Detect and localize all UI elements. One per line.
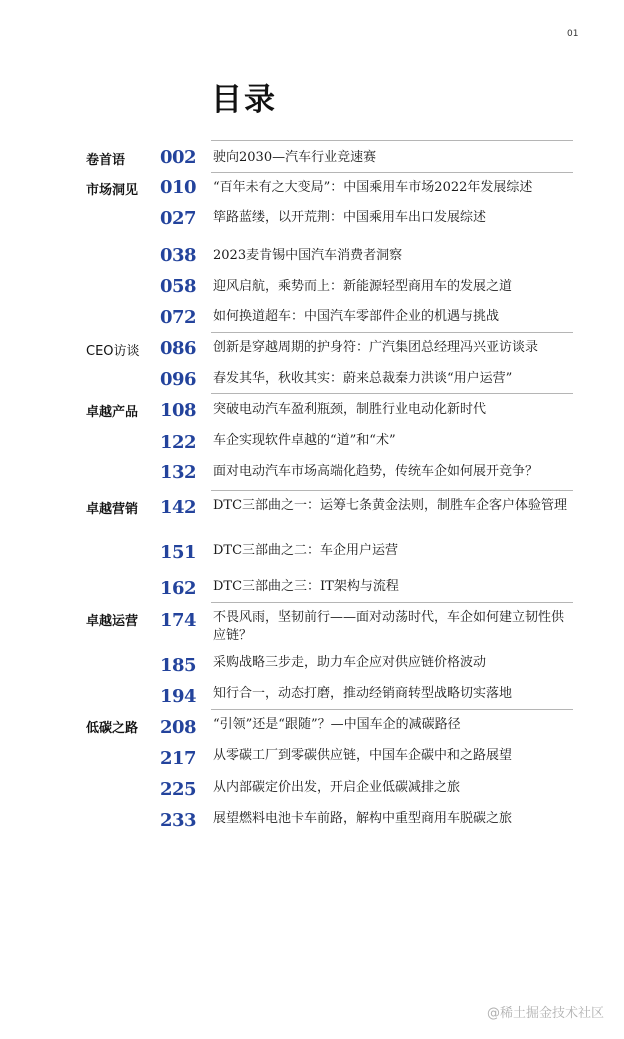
- toc-page-number[interactable]: 162: [160, 578, 197, 599]
- toc-entry-title[interactable]: 从内部碳定价出发，开启企业低碳减排之旅: [213, 780, 461, 795]
- toc-entry-title[interactable]: 不畏风雨，坚韧前行——面对动荡时代，车企如何建立韧性供应链？: [213, 610, 565, 643]
- toc-page-number[interactable]: 174: [160, 610, 197, 631]
- section-divider: [211, 490, 573, 491]
- toc-page-number[interactable]: 225: [160, 779, 197, 800]
- toc-page-number[interactable]: 151: [160, 542, 197, 563]
- page-number: 01: [567, 29, 579, 39]
- section-name: CEO访谈: [86, 344, 140, 359]
- toc-entry-title[interactable]: 车企实现软件卓越的“道”和“术”: [213, 433, 396, 448]
- toc-page-number[interactable]: 208: [160, 717, 197, 738]
- toc-entry-title[interactable]: “引领”还是“跟随”？—中国车企的减碳路径: [213, 717, 461, 732]
- toc-entry-title[interactable]: 展望燃料电池卡车前路，解构中重型商用车脱碳之旅: [213, 811, 513, 826]
- toc-page-number[interactable]: 132: [160, 462, 197, 483]
- toc-entry-title[interactable]: 如何换道超车：中国汽车零部件企业的机遇与挑战: [213, 309, 500, 324]
- toc-page-number[interactable]: 086: [160, 338, 197, 359]
- section-name: 卓越运营: [86, 614, 139, 629]
- watermark: @稀土掘金技术社区: [487, 1006, 605, 1021]
- toc-entry-title[interactable]: 面对电动汽车市场高端化趋势，传统车企如何展开竞争？: [213, 464, 539, 479]
- section-divider: [211, 393, 573, 394]
- toc-page-number[interactable]: 002: [160, 147, 197, 168]
- page-title: 目录: [211, 82, 277, 118]
- section-divider: [211, 172, 573, 173]
- toc-entry-title[interactable]: 春发其华，秋收其实：蔚来总裁秦力洪谈“用户运营”: [213, 371, 513, 386]
- toc-page-number[interactable]: 194: [160, 686, 197, 707]
- toc-entry-title[interactable]: 知行合一，动态打磨，推动经销商转型战略切实落地: [213, 686, 513, 701]
- toc-page-number[interactable]: 010: [160, 177, 197, 198]
- toc-entry-title[interactable]: DTC三部曲之一：运筹七条黄金法则，制胜车企客户体验管理: [213, 498, 568, 513]
- section-divider: [211, 709, 573, 710]
- toc-page-number[interactable]: 217: [160, 748, 197, 769]
- toc-page-number[interactable]: 027: [160, 208, 197, 229]
- toc-entry-title[interactable]: DTC三部曲之二：车企用户运营: [213, 543, 399, 558]
- section-divider: [211, 140, 573, 141]
- toc-entry-title[interactable]: “百年未有之大变局”：中国乘用车市场2022年发展综述: [213, 180, 533, 195]
- toc-page-number[interactable]: 142: [160, 497, 197, 518]
- section-name: 低碳之路: [86, 721, 139, 736]
- toc-page-number[interactable]: 108: [160, 400, 197, 421]
- toc-entry-title[interactable]: 迎风启航，乘势而上：新能源轻型商用车的发展之道: [213, 279, 513, 294]
- toc-entry-title[interactable]: 筚路蓝缕，以开荒荆：中国乘用车出口发展综述: [213, 210, 487, 225]
- toc-entry-title[interactable]: 采购战略三步走，助力车企应对供应链价格波动: [213, 655, 487, 670]
- section-name: 卷首语: [86, 153, 126, 168]
- toc-page-number[interactable]: 122: [160, 432, 197, 453]
- toc-page-number[interactable]: 185: [160, 655, 197, 676]
- section-name: 卓越营销: [86, 502, 139, 517]
- toc-entry-title[interactable]: 2023麦肯锡中国汽车消费者洞察: [213, 248, 403, 263]
- section-name: 市场洞见: [86, 183, 139, 198]
- section-divider: [211, 602, 573, 603]
- toc-entry-title[interactable]: 从零碳工厂到零碳供应链，中国车企碳中和之路展望: [213, 748, 513, 763]
- section-divider: [211, 332, 573, 333]
- toc-page-number[interactable]: 058: [160, 276, 197, 297]
- toc-page-number[interactable]: 233: [160, 810, 197, 831]
- toc-entry-title[interactable]: 驶向2030—汽车行业竞速赛: [213, 150, 377, 165]
- section-name: 卓越产品: [86, 405, 139, 420]
- toc-entry-title[interactable]: 突破电动汽车盈利瓶颈，制胜行业电动化新时代: [213, 402, 487, 417]
- toc-page-number[interactable]: 072: [160, 307, 197, 328]
- toc-entry-title[interactable]: 创新是穿越周期的护身符：广汽集团总经理冯兴亚访谈录: [213, 340, 539, 355]
- toc-page-number[interactable]: 038: [160, 245, 197, 266]
- toc-page-number[interactable]: 096: [160, 369, 197, 390]
- toc-entry-title[interactable]: DTC三部曲之三：IT架构与流程: [213, 579, 399, 594]
